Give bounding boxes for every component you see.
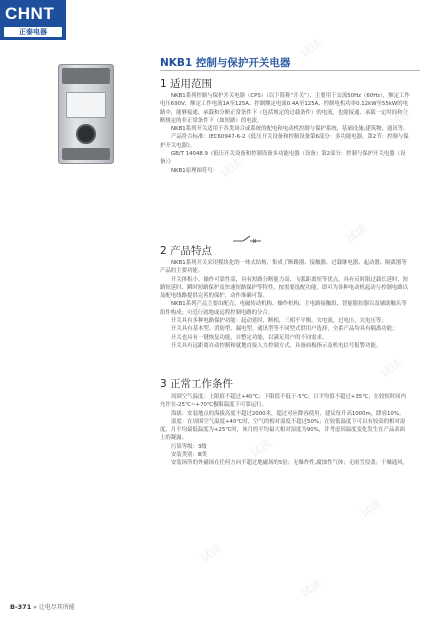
paragraph: 开关具有多种电路保护功能：起动延时，断相，三相不平衡，欠电流，过电压，欠电压等； — [171, 318, 387, 325]
footer-slogan: » 让电尽其所能 — [33, 604, 75, 611]
brand-logo-text: CHNT — [5, 4, 55, 23]
paragraph: 海拔：安装地点的海拔高度不超过2000米，超过对应降容使用，建议每升高1000m，降容10%。 — [171, 410, 405, 417]
paragraph: 开关也具有一键恢复功能，自整定功能，以满足用户的不同需求。 — [171, 334, 328, 341]
paragraph: 湿度：在周围空气温度+40℃时，空气的相对湿度不超过50%；在较低温度下可以有较高的相对湿度，月平均最低温度为+25℃时，该月的平均最大相对湿度为90%，并考虑因温度变化发生在产品表面上的凝露。 — [160, 418, 406, 442]
watermark: 试读 — [188, 296, 215, 321]
paragraph: 污染等级：3级 — [171, 443, 207, 450]
paragraph: NKB1原理图符号： — [171, 167, 219, 174]
paragraph: 开关体积小、操作可靠性高，具有短路分断能力高、飞弧距离短等优点，具有反时限过载长延时、短路短延时、瞬时短路保护及快速短路保护等特性，按需要选配功能，即可为各种电动机起动与控制电路以及配电线路提供完善的保护，动作准确可靠。 — [160, 276, 409, 300]
watermark: 试读 — [378, 356, 405, 381]
left-panel — [0, 0, 140, 620]
page-footer — [10, 602, 75, 611]
section-body-conditions — [160, 393, 410, 468]
paragraph: NKB1系列控制与保护开关电器（CPS）（以下简称“开关”），主要用于交流50Hz（60Hz），额定工作电压690V、额定工作电流1A至125A、控制额定电流0.4A至125A、控制电机功率0.12kW至55kW的电路中，能够接通、承载和分断正常条件下（包括规定的过载条件）的电流，也能接通、承载一定时间和分断规定的非正常条件下（如短路）的电流。 — [160, 93, 410, 124]
page-number: B-371 — [10, 603, 32, 611]
watermark: 试读 — [298, 576, 325, 601]
watermark: 试读 — [358, 496, 385, 521]
paragraph: NKB1系列开关采用模块化的一体式结构，集成了断路器、接触器、过载继电器、起动器、隔离器等产品的主要功能。 — [160, 260, 407, 275]
watermark: 试读 — [388, 106, 415, 131]
paragraph: 周围空气温度：上限值不超过+40℃；下限值不低于-5℃；日平均值不超过+35℃；在较短时间内允许在-25℃~+70℃极限温度下可靠运行。 — [160, 394, 406, 409]
watermark: 试读 — [343, 221, 370, 246]
page-title: NKB1 控制与保护开关电器 — [160, 57, 291, 69]
paragraph: 产品符合标准：IEC60947-6-2《低压开关设备和控制设备第6部分：多功能电器，第2节：控制与保护开关电器》。 — [160, 134, 409, 149]
paragraph: GB/T 14048.9《低压开关设备和控制设备多功能电器（设备）第2部分：控制与保护开关电器（设备）》 — [160, 151, 406, 166]
title-divider — [160, 70, 420, 71]
paragraph: NKB1系列产品主要由配壳、电磁传动机构、操作机构、主电路接触组、智能脱扣器以及辅助触头等组件构成；可进行就地或远程控制电路的分合。 — [160, 301, 407, 316]
section-title-scope: 1 适用范围 — [160, 78, 213, 90]
watermark: 试读 — [198, 541, 225, 566]
brand-logo-subtitle: 正泰电器 — [4, 27, 62, 37]
section-title-conditions: 3 正常工作条件 — [160, 378, 234, 390]
product-knob — [76, 124, 96, 144]
section-body-scope — [160, 92, 410, 175]
section-title-features: 2 产品特点 — [160, 245, 213, 257]
paragraph: 安装场所的外磁场在任何方向不超过地磁场的5倍；无爆炸性,腐蚀性气体；无雨雪侵袭；干燥通风。 — [171, 460, 408, 467]
watermark: 试读 — [248, 436, 275, 461]
paragraph: NKB1系列开关适用于各类场合或系统的配电和电动机控制与保护系统，基础设施,建筑物，通讯等。 — [171, 126, 409, 133]
paragraph: 安装类别：Ⅲ类 — [171, 452, 208, 459]
paragraph: 开关具有基本型、消防型、漏电型、通讯型等不同型式供用户选择，全系产品均具有隔离功能； — [171, 326, 398, 333]
watermark: 试读 — [218, 156, 245, 181]
brand-logo — [0, 0, 66, 40]
paragraph: 开关具有远距离自动控制和就地直接人力控制方式，具备面板指示及机电信号报警功能。 — [171, 342, 382, 349]
product-image — [58, 64, 114, 164]
cps-symbol-icon — [233, 234, 261, 244]
watermark: 试读 — [298, 36, 325, 61]
